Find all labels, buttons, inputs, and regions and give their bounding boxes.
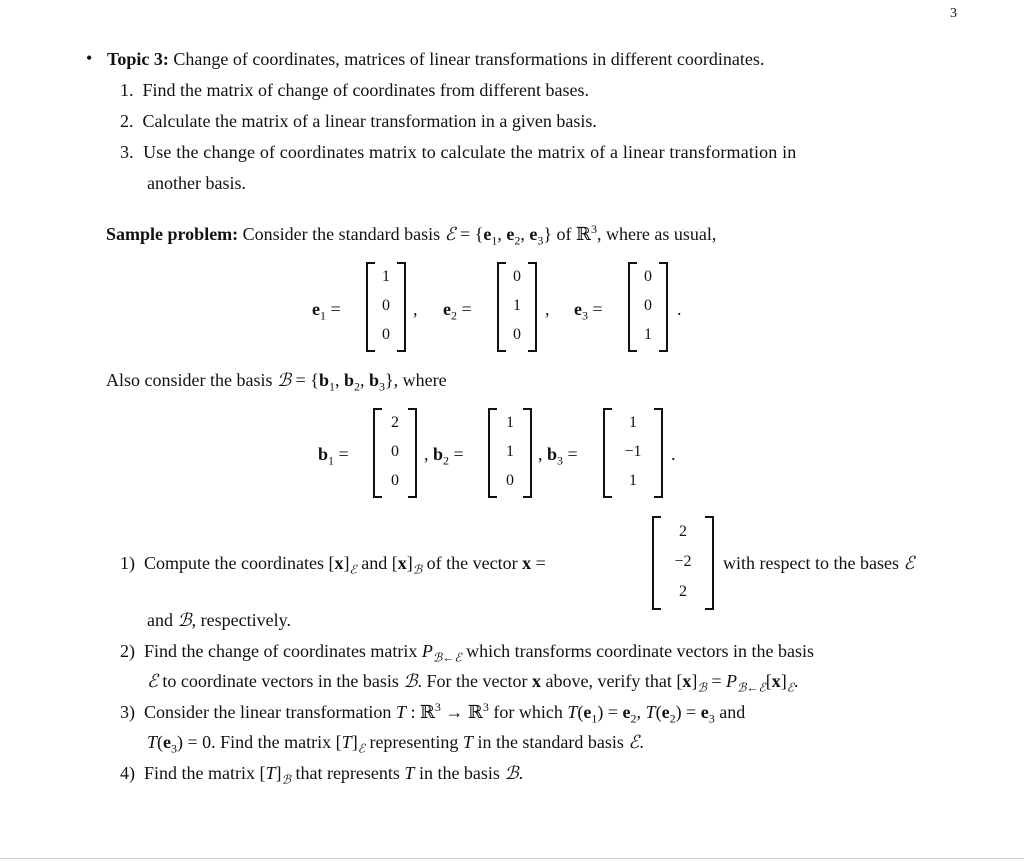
matrix-entry: 0 bbox=[644, 268, 652, 285]
item-number: 3. bbox=[120, 142, 134, 162]
question-4-line: 4) Find the matrix $[T]_ℬ$ that represents T in the basis ℬ. bbox=[120, 763, 524, 787]
question-text: of the vector bbox=[426, 553, 518, 573]
question-number: 1) bbox=[120, 553, 135, 573]
also-consider-line: Also consider the basis ℬ = {$b_1$, $b_2$, $b_3$}, where bbox=[106, 370, 447, 394]
question-3-line1: 3) Consider the linear transformation T : ℝ$^3$ → ℝ$^3$ for which $T(e_1) = e_2$, $T(e_2) = e_3$ and bbox=[120, 700, 746, 726]
item-number: 2. bbox=[120, 111, 134, 131]
b1-label: $b_1$ = bbox=[318, 444, 349, 468]
topic-label: Topic 3: bbox=[107, 49, 169, 69]
matrix-entry: 0 bbox=[506, 472, 514, 489]
question-text: in the basis bbox=[418, 763, 500, 783]
e3-matrix bbox=[628, 262, 668, 352]
matrix-entry: 1 bbox=[629, 472, 637, 489]
topic-text: Change of coordinates, matrices of linear transformations in different coordinates. bbox=[173, 49, 765, 69]
b3-label: , $b_3$ = bbox=[538, 444, 578, 468]
question-number: 4) bbox=[120, 763, 135, 783]
matrix-entry: 0 bbox=[644, 297, 652, 314]
item-text: Calculate the matrix of a linear transformation in a given basis. bbox=[142, 111, 597, 131]
matrix-entry: 2 bbox=[679, 583, 687, 600]
item-text: Find the matrix of change of coordinates from different bases. bbox=[142, 80, 590, 100]
comma: , bbox=[545, 299, 550, 319]
question-text: . Find the matrix bbox=[211, 732, 332, 752]
question-text: Find the change of coordinates matrix bbox=[144, 641, 418, 661]
item-number: 1. bbox=[120, 80, 134, 100]
question-text: with respect to the bases bbox=[723, 553, 899, 573]
e3-label: $e_3$ = bbox=[574, 299, 603, 323]
topic-item-3-cont: another basis. bbox=[147, 173, 246, 193]
matrix-entry: −1 bbox=[624, 443, 642, 460]
topic-bullet: • bbox=[86, 48, 93, 68]
question-1-post: with respect to the bases ℰ bbox=[723, 553, 915, 574]
question-text: for which bbox=[493, 702, 563, 722]
question-1-line2: and ℬ, respectively. bbox=[147, 610, 291, 631]
matrix-entry: 0 bbox=[382, 326, 390, 343]
page-number: 3 bbox=[950, 6, 957, 21]
matrix-entry: 0 bbox=[391, 472, 399, 489]
comma: , bbox=[413, 299, 418, 319]
also-text: Also consider the basis bbox=[106, 370, 273, 390]
question-text: . For the vector bbox=[417, 671, 528, 691]
question-2-line1: 2) Find the change of coordinates matrix $P_{ℬ\leftarrow ℰ}$ which transforms coordinate vectors in the basis bbox=[120, 641, 815, 665]
question-2-line2: ℰ to coordinate vectors in the basis ℬ. For the vector x above, verify that $[x]_ℬ = P_{ℬ\leftarrow ℰ}[x]_ℰ$. bbox=[147, 671, 799, 695]
question-1-line1: 1) Compute the coordinates $[x]_ℰ$ and $[x]_ℬ$ of the vector x = bbox=[120, 553, 546, 577]
b2-label: , $b_2$ = bbox=[424, 444, 464, 468]
matrix-entry: 0 bbox=[513, 268, 521, 285]
e1-matrix bbox=[366, 262, 406, 352]
question-text: , respectively. bbox=[191, 610, 291, 630]
sample-text-end: , where as usual, bbox=[596, 224, 717, 244]
question-text: representing bbox=[369, 732, 459, 752]
b3-matrix bbox=[603, 408, 663, 498]
also-text-end: , where bbox=[393, 370, 447, 390]
question-text: to coordinate vectors in the basis bbox=[162, 671, 399, 691]
matrix-entry: 0 bbox=[391, 443, 399, 460]
sample-problem-line: Sample problem: Consider the standard basis ℰ = {$e_1$, $e_2$, $e_3$} of ℝ$^3$, where as usual, bbox=[106, 222, 717, 248]
topic-item-1 bbox=[120, 80, 589, 101]
question-text: and bbox=[147, 610, 173, 630]
question-number: 3) bbox=[120, 702, 135, 722]
matrix-entry: 2 bbox=[391, 414, 399, 431]
question-text: above, verify that bbox=[545, 671, 672, 691]
question-text: and bbox=[719, 702, 746, 722]
question-text: Consider the linear transformation bbox=[144, 702, 392, 722]
topic-line bbox=[107, 49, 764, 70]
question-text: which transforms coordinate vectors in the basis bbox=[466, 641, 815, 661]
question-text: that represents bbox=[295, 763, 400, 783]
page-bottom-divider bbox=[0, 858, 1024, 859]
matrix-entry: 1 bbox=[513, 297, 521, 314]
sample-text: Consider the standard basis bbox=[242, 224, 441, 244]
b2-matrix bbox=[488, 408, 532, 498]
e2-matrix bbox=[497, 262, 537, 352]
matrix-entry: 1 bbox=[506, 414, 514, 431]
b1-matrix bbox=[373, 408, 417, 498]
topic-item-3 bbox=[120, 142, 796, 163]
vector-x-matrix bbox=[652, 516, 714, 610]
matrix-entry: 0 bbox=[382, 297, 390, 314]
e2-label: $e_2$ = bbox=[443, 299, 472, 323]
period: . bbox=[677, 299, 682, 319]
sample-text-of: of bbox=[556, 224, 572, 244]
matrix-entry: 1 bbox=[506, 443, 514, 460]
matrix-entry: 1 bbox=[382, 268, 390, 285]
item-text: Use the change of coordinates matrix to calculate the matrix of a linear transformation in bbox=[143, 142, 797, 162]
question-text: Find the matrix bbox=[144, 763, 255, 783]
e1-label: $e_1$ = bbox=[312, 299, 341, 323]
period: . bbox=[671, 444, 676, 464]
question-text: Compute the coordinates bbox=[144, 553, 324, 573]
question-number: 2) bbox=[120, 641, 135, 661]
matrix-entry: 0 bbox=[513, 326, 521, 343]
topic-item-2 bbox=[120, 111, 597, 132]
sample-label: Sample problem: bbox=[106, 224, 239, 244]
question-3-line2: $T(e_3) = 0$. Find the matrix $[T]_ℰ$ representing T in the standard basis ℰ. bbox=[147, 732, 644, 756]
question-text: and bbox=[361, 553, 388, 573]
matrix-entry: 1 bbox=[644, 326, 652, 343]
question-text: in the standard basis bbox=[477, 732, 624, 752]
matrix-entry: −2 bbox=[674, 553, 692, 570]
matrix-entry: 2 bbox=[679, 523, 687, 540]
matrix-entry: 1 bbox=[629, 414, 637, 431]
